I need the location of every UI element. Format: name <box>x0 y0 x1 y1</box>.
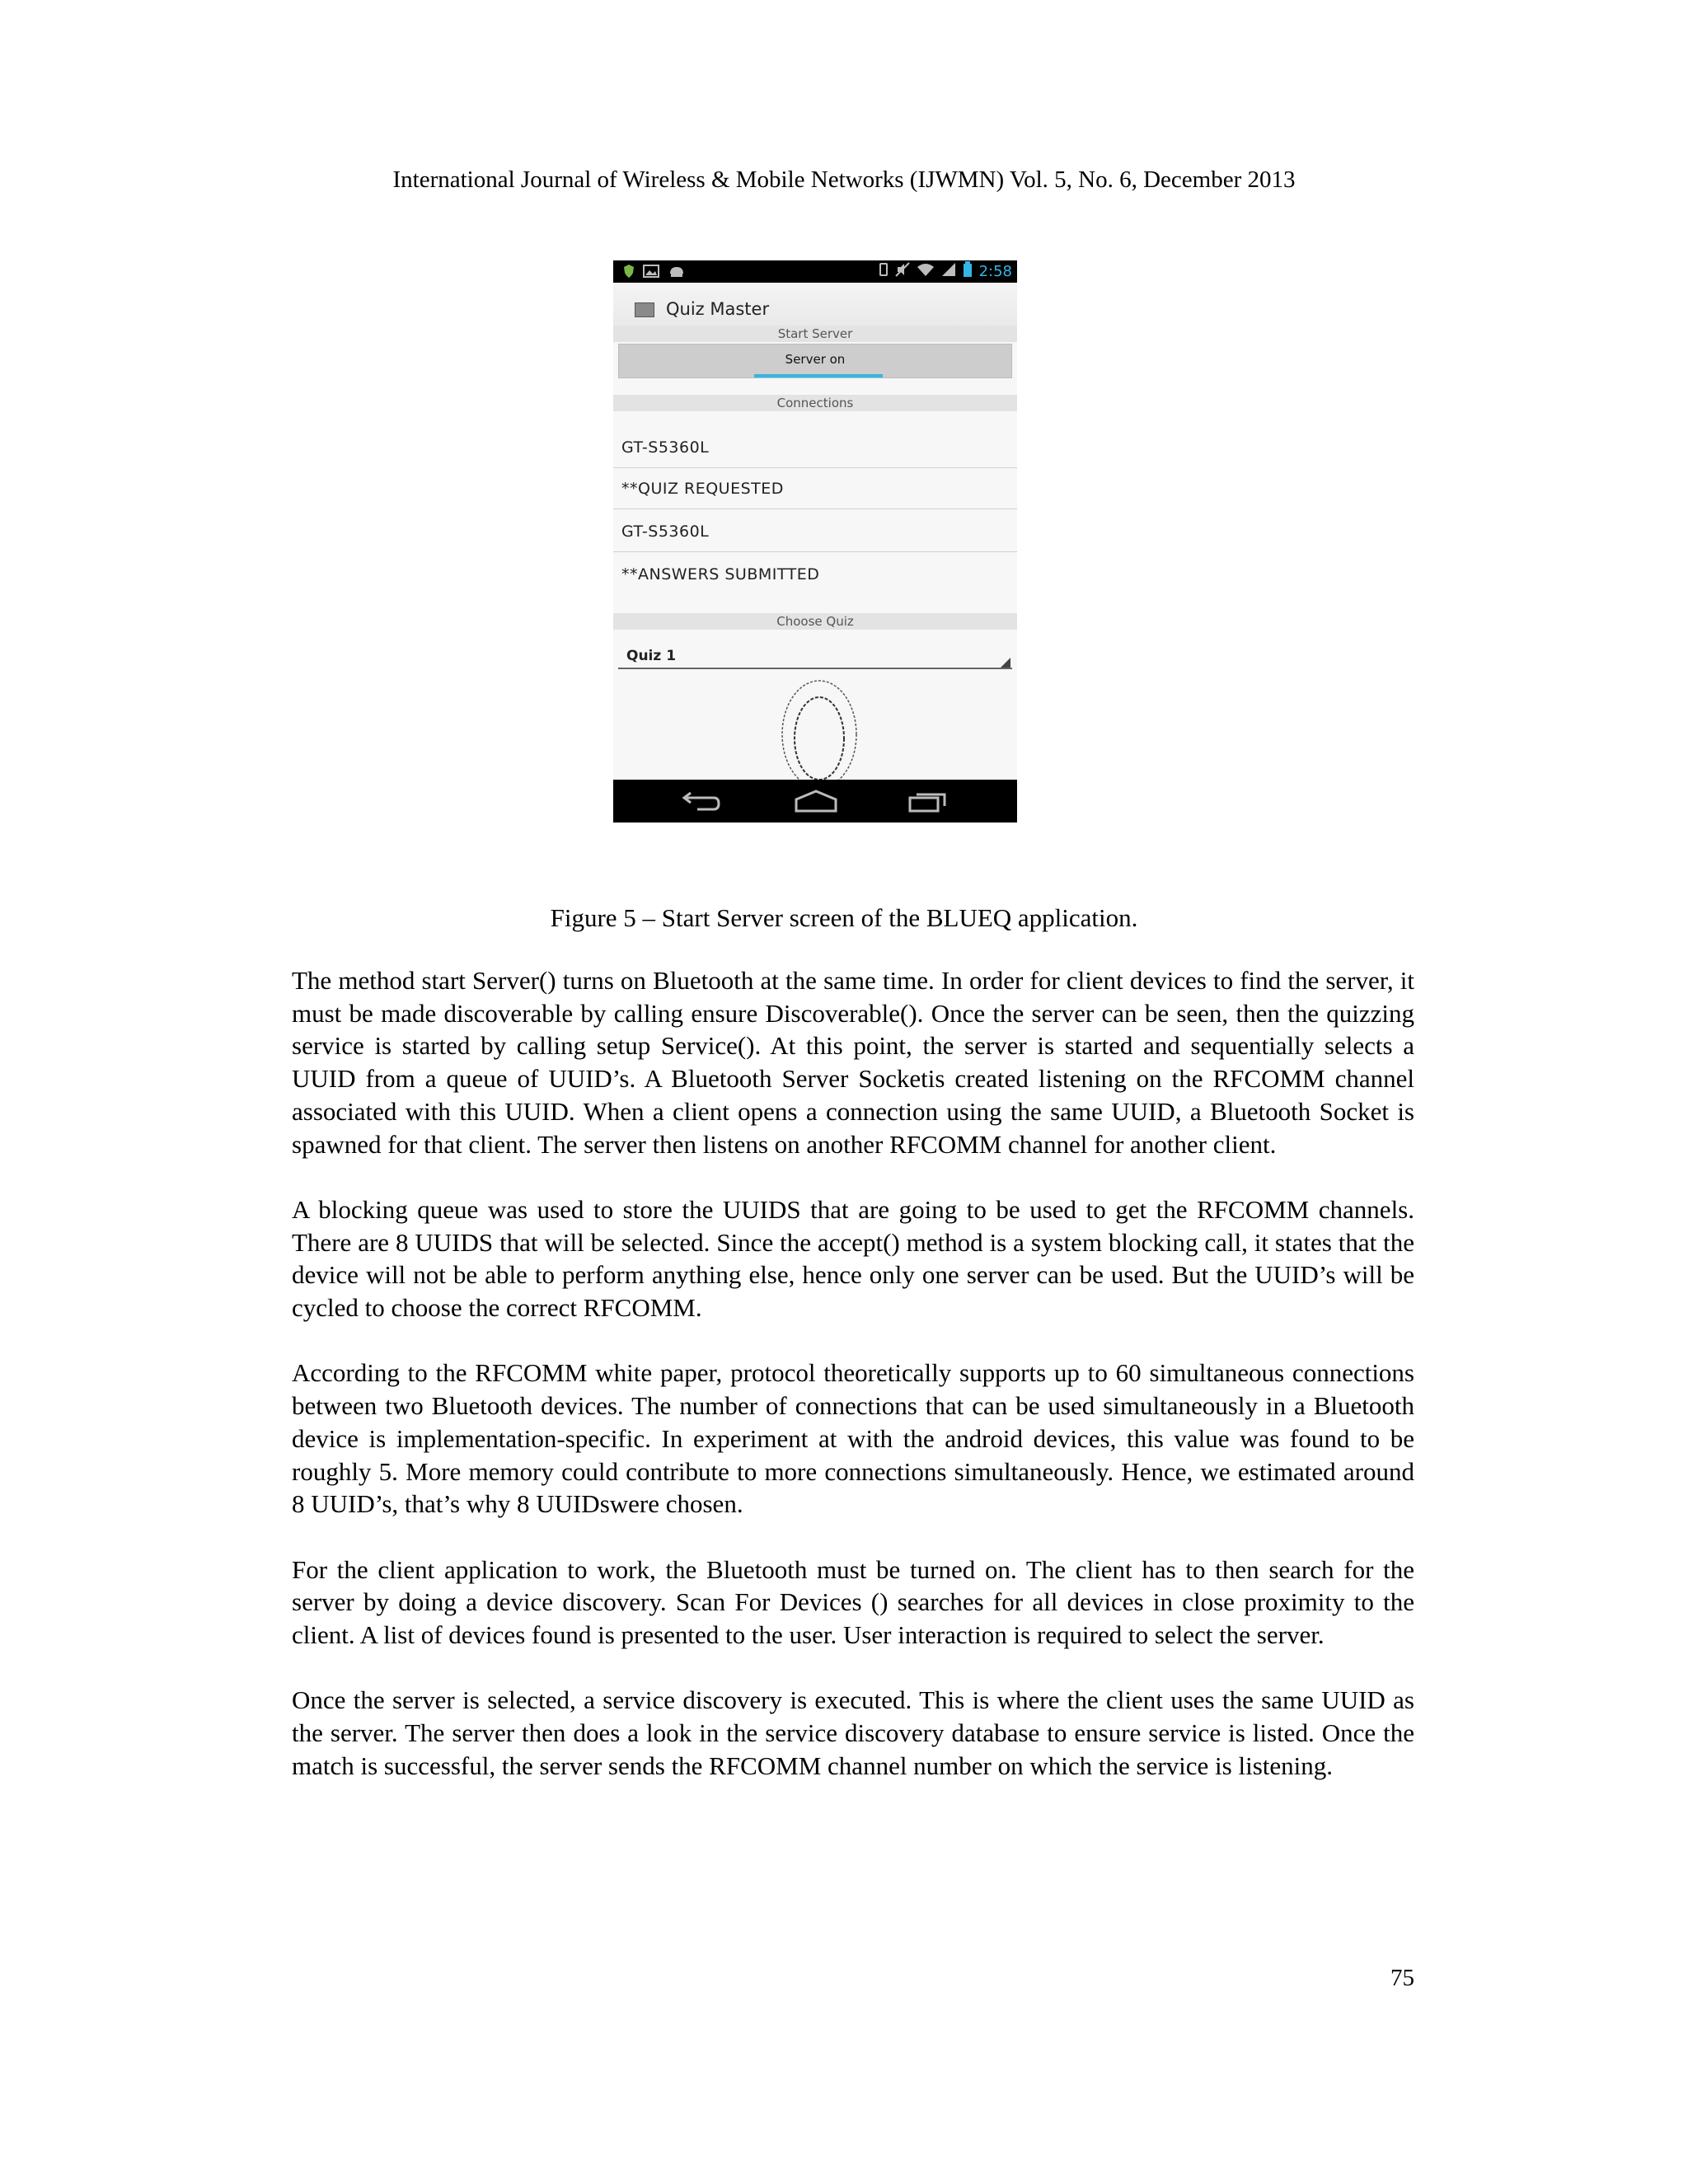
battery-icon <box>963 261 973 282</box>
dropdown-arrow-icon <box>1001 658 1010 668</box>
android-icon <box>668 264 686 283</box>
paragraph: For the client application to work, the Bluetooth must be turned on. The client has to then search for the server by doing a device discovery. Scan For Devices () searches for all devices in close proximity to the client. A list of devices found is presented to the user. User interaction is required to select the server. <box>292 1554 1414 1650</box>
background-watermark <box>613 673 1017 780</box>
app-title: Quiz Master <box>666 299 770 319</box>
connection-text: **QUIZ REQUESTED <box>621 480 784 498</box>
choose-quiz-header: Choose Quiz <box>613 613 1017 630</box>
figure-caption: Figure 5 – Start Server screen of the BLUEQ application. <box>550 903 1138 932</box>
recent-apps-icon[interactable] <box>907 790 948 816</box>
server-on-button[interactable] <box>618 344 1012 378</box>
paragraph: A blocking queue was used to store the UUIDS that are going to be used to get the RFCOMM channels. There are 8 UUIDS that will be selected. Since the accept() method is a system blocking call, it states that the device will not be able to perform anything else, hence only one server can be used. But the UUID’s will be cycled to choose the correct RFCOMM. <box>292 1194 1414 1323</box>
server-button-label: Server on <box>785 352 846 367</box>
start-server-header: Start Server <box>613 326 1017 342</box>
connection-list-item[interactable] <box>613 511 1017 552</box>
dropdown-underline <box>618 668 1012 669</box>
connection-list-item[interactable] <box>613 554 1017 595</box>
paragraph: Once the server is selected, a service discovery is executed. This is where the client uses the same UUID as the server. The server then does a look in the service discovery database to ensure service is listed. Once the match is successful, the server sends the RFCOMM channel number on which the service is listening. <box>292 1685 1414 1780</box>
signal-icon <box>941 262 956 281</box>
home-icon[interactable] <box>793 790 839 816</box>
vibrate-icon <box>879 262 889 281</box>
body-text <box>292 964 1414 1815</box>
quiz-dropdown[interactable] <box>618 640 1012 673</box>
connections-header: Connections <box>613 395 1017 411</box>
app-icon <box>635 302 654 317</box>
image-icon <box>643 264 659 283</box>
running-header: International Journal of Wireless & Mobile Networks (IJWMN) Vol. 5, No. 6, December 2013 <box>392 166 1296 193</box>
mute-icon <box>895 262 910 281</box>
connection-text: GT-S5360L <box>621 438 710 457</box>
toggle-indicator <box>754 374 883 377</box>
app-screenshot <box>613 260 1017 823</box>
connection-list-item[interactable] <box>613 468 1017 509</box>
back-icon[interactable] <box>681 790 722 816</box>
wifi-icon <box>917 262 935 281</box>
connection-text: **ANSWERS SUBMITTED <box>621 565 820 583</box>
connection-text: GT-S5360L <box>621 523 710 541</box>
navigation-bar <box>613 780 1017 823</box>
paragraph: According to the RFCOMM white paper, protocol theoretically supports up to 60 simultaneous connections between two Bluetooth devices. The number of connections that can be used simultaneously in a Bluetooth device is implementation-specific. In experiment at with the android devices, this value was found to be roughly 5. More memory could contribute to more connections simultaneously. Hence, we estimated around 8 UUID’s, that’s why 8 UUIDswere chosen. <box>292 1358 1414 1519</box>
status-time: 2:58 <box>978 262 1012 280</box>
quiz-dropdown-value: Quiz 1 <box>626 648 677 664</box>
page-number: 75 <box>1390 1965 1414 1991</box>
status-bar <box>613 260 1017 283</box>
shield-icon <box>623 264 635 283</box>
paragraph: The method start Server() turns on Bluetooth at the same time. In order for client devices to find the server, it must be made discoverable by calling ensure Discoverable(). Once the server can be seen, then the quizzing service is started by calling setup Service(). At this point, the server is started and sequentially selects a UUID from a queue of UUID’s. A Bluetooth Server Socketis created listening on the RFCOMM channel associated with this UUID. When a client opens a connection using the same UUID, a Bluetooth Socket is spawned for that client. The server then listens on another RFCOMM channel for another client. <box>292 966 1414 1159</box>
connection-list-item[interactable] <box>613 427 1017 468</box>
